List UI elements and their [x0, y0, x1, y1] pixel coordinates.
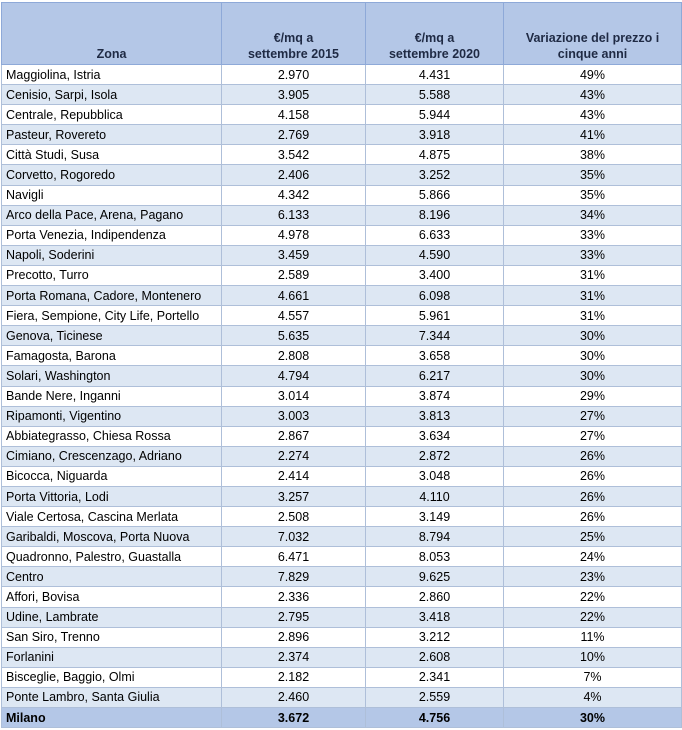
cell-price-2020: 3.874 [366, 386, 504, 406]
header-variation [504, 3, 682, 65]
cell-variation: 33% [504, 225, 682, 245]
cell-variation: 49% [504, 65, 682, 85]
cell-variation: 43% [504, 85, 682, 105]
cell-price-2020: 2.872 [366, 446, 504, 466]
cell-variation: 35% [504, 165, 682, 185]
cell-price-2020: 6.633 [366, 225, 504, 245]
table-row [2, 466, 682, 486]
cell-price-2015: 4.557 [222, 306, 366, 326]
cell-zona: Quadronno, Palestro, Guastalla [2, 547, 222, 567]
cell-price-2020: 2.860 [366, 587, 504, 607]
header-zona-label: Zona [96, 47, 127, 61]
cell-price-2015: 4.978 [222, 225, 366, 245]
table-row [2, 446, 682, 466]
cell-variation: 30% [504, 326, 682, 346]
cell-price-2015: 4.794 [222, 366, 366, 386]
price-table [1, 2, 682, 728]
table-row [2, 627, 682, 647]
cell-price-2015: 7.032 [222, 527, 366, 547]
cell-price-2020: 5.961 [366, 306, 504, 326]
cell-price-2015: 5.635 [222, 326, 366, 346]
cell-variation: 34% [504, 205, 682, 225]
cell-zona: Precotto, Turro [2, 265, 222, 285]
cell-variation: 4% [504, 687, 682, 707]
table-row [2, 105, 682, 125]
cell-variation: 31% [504, 286, 682, 306]
cell-price-2015: 2.867 [222, 426, 366, 446]
table-row [2, 547, 682, 567]
cell-price-2015: 4.342 [222, 185, 366, 205]
cell-variation: 31% [504, 265, 682, 285]
cell-variation: 30% [504, 346, 682, 366]
cell-zona: Ripamonti, Vigentino [2, 406, 222, 426]
total-row [2, 708, 682, 728]
header-row [2, 3, 682, 65]
cell-price-2015: 6.133 [222, 205, 366, 225]
table-row [2, 607, 682, 627]
cell-price-2020: 2.341 [366, 667, 504, 687]
cell-variation: 22% [504, 587, 682, 607]
cell-price-2020: 4.431 [366, 65, 504, 85]
cell-price-2020: 3.252 [366, 165, 504, 185]
cell-variation: 25% [504, 527, 682, 547]
cell-zona: Navigli [2, 185, 222, 205]
header-price-2015-line1: €/mq a [273, 31, 314, 45]
header-price-2020-line2: settembre 2020 [388, 47, 481, 61]
cell-price-2015: 2.896 [222, 627, 366, 647]
table-row [2, 426, 682, 446]
cell-zona: Cimiano, Crescenzago, Adriano [2, 446, 222, 466]
table-row [2, 567, 682, 587]
cell-zona: Affori, Bovisa [2, 587, 222, 607]
cell-variation: 26% [504, 466, 682, 486]
cell-variation: 35% [504, 185, 682, 205]
total-variation: 30% [504, 708, 682, 728]
cell-price-2015: 3.257 [222, 486, 366, 506]
cell-zona: Città Studi, Susa [2, 145, 222, 165]
table-row [2, 265, 682, 285]
cell-price-2015: 3.003 [222, 406, 366, 426]
header-price-2020 [366, 3, 504, 65]
table-row [2, 65, 682, 85]
cell-variation: 27% [504, 406, 682, 426]
table-row [2, 225, 682, 245]
cell-price-2015: 3.905 [222, 85, 366, 105]
cell-zona: Bicocca, Niguarda [2, 466, 222, 486]
cell-price-2015: 2.406 [222, 165, 366, 185]
cell-price-2015: 2.970 [222, 65, 366, 85]
cell-zona: Pasteur, Rovereto [2, 125, 222, 145]
cell-price-2020: 6.098 [366, 286, 504, 306]
header-zona [2, 3, 222, 65]
cell-zona: Centrale, Repubblica [2, 105, 222, 125]
cell-zona: Corvetto, Rogoredo [2, 165, 222, 185]
table-row [2, 366, 682, 386]
table-row [2, 245, 682, 265]
header-price-2015-line2: settembre 2015 [247, 47, 340, 61]
table-row [2, 406, 682, 426]
cell-variation: 26% [504, 486, 682, 506]
cell-price-2020: 3.048 [366, 466, 504, 486]
cell-price-2020: 4.590 [366, 245, 504, 265]
table-row [2, 486, 682, 506]
cell-zona: Porta Vittoria, Lodi [2, 486, 222, 506]
table-row [2, 306, 682, 326]
cell-variation: 23% [504, 567, 682, 587]
cell-zona: San Siro, Trenno [2, 627, 222, 647]
cell-price-2020: 2.559 [366, 687, 504, 707]
total-price-2015: 3.672 [222, 708, 366, 728]
cell-zona: Genova, Ticinese [2, 326, 222, 346]
cell-zona: Porta Romana, Cadore, Montenero [2, 286, 222, 306]
cell-zona: Bande Nere, Inganni [2, 386, 222, 406]
cell-variation: 7% [504, 667, 682, 687]
table-row [2, 687, 682, 707]
cell-zona: Viale Certosa, Cascina Merlata [2, 507, 222, 527]
cell-price-2020: 5.588 [366, 85, 504, 105]
cell-price-2020: 7.344 [366, 326, 504, 346]
table-row [2, 165, 682, 185]
cell-variation: 24% [504, 547, 682, 567]
cell-price-2020: 3.658 [366, 346, 504, 366]
cell-variation: 10% [504, 647, 682, 667]
cell-variation: 38% [504, 145, 682, 165]
cell-zona: Abbiategrasso, Chiesa Rossa [2, 426, 222, 446]
cell-price-2020: 4.110 [366, 486, 504, 506]
table-row [2, 667, 682, 687]
table-row [2, 286, 682, 306]
cell-zona: Udine, Lambrate [2, 607, 222, 627]
cell-price-2015: 2.336 [222, 587, 366, 607]
table-row [2, 346, 682, 366]
header-variation-line2: cinque anni [557, 47, 628, 61]
table-row [2, 527, 682, 547]
cell-zona: Arco della Pace, Arena, Pagano [2, 205, 222, 225]
cell-price-2015: 2.274 [222, 446, 366, 466]
cell-variation: 31% [504, 306, 682, 326]
table-row [2, 326, 682, 346]
cell-variation: 29% [504, 386, 682, 406]
cell-variation: 11% [504, 627, 682, 647]
cell-variation: 26% [504, 446, 682, 466]
table-row [2, 647, 682, 667]
cell-price-2015: 6.471 [222, 547, 366, 567]
cell-price-2015: 2.414 [222, 466, 366, 486]
cell-price-2015: 2.508 [222, 507, 366, 527]
header-price-2015 [222, 3, 366, 65]
cell-zona: Bisceglie, Baggio, Olmi [2, 667, 222, 687]
cell-price-2020: 3.918 [366, 125, 504, 145]
table-row [2, 587, 682, 607]
total-zona: Milano [2, 708, 222, 728]
header-variation-line1: Variazione del prezzo i [525, 31, 660, 45]
cell-price-2015: 4.158 [222, 105, 366, 125]
cell-variation: 22% [504, 607, 682, 627]
cell-variation: 27% [504, 426, 682, 446]
cell-zona: Garibaldi, Moscova, Porta Nuova [2, 527, 222, 547]
cell-price-2020: 3.212 [366, 627, 504, 647]
header-price-2020-line1: €/mq a [414, 31, 455, 45]
cell-price-2015: 2.769 [222, 125, 366, 145]
cell-price-2020: 5.944 [366, 105, 504, 125]
cell-price-2020: 5.866 [366, 185, 504, 205]
cell-price-2015: 4.661 [222, 286, 366, 306]
cell-price-2020: 3.418 [366, 607, 504, 627]
cell-zona: Centro [2, 567, 222, 587]
cell-price-2015: 2.795 [222, 607, 366, 627]
cell-price-2015: 3.014 [222, 386, 366, 406]
cell-variation: 30% [504, 366, 682, 386]
cell-price-2020: 3.813 [366, 406, 504, 426]
cell-price-2020: 9.625 [366, 567, 504, 587]
cell-price-2015: 2.374 [222, 647, 366, 667]
cell-price-2020: 3.149 [366, 507, 504, 527]
table-body [2, 65, 682, 708]
cell-price-2015: 3.459 [222, 245, 366, 265]
cell-zona: Ponte Lambro, Santa Giulia [2, 687, 222, 707]
total-price-2020: 4.756 [366, 708, 504, 728]
cell-variation: 41% [504, 125, 682, 145]
cell-variation: 33% [504, 245, 682, 265]
cell-zona: Forlanini [2, 647, 222, 667]
cell-price-2020: 8.196 [366, 205, 504, 225]
cell-price-2015: 2.460 [222, 687, 366, 707]
cell-price-2020: 3.634 [366, 426, 504, 446]
table-row [2, 386, 682, 406]
cell-zona: Maggiolina, Istria [2, 65, 222, 85]
cell-zona: Famagosta, Barona [2, 346, 222, 366]
table-row [2, 85, 682, 105]
cell-price-2020: 2.608 [366, 647, 504, 667]
cell-price-2015: 7.829 [222, 567, 366, 587]
table-row [2, 205, 682, 225]
cell-price-2015: 2.808 [222, 346, 366, 366]
cell-zona: Fiera, Sempione, City Life, Portello [2, 306, 222, 326]
table-row [2, 507, 682, 527]
cell-price-2020: 4.875 [366, 145, 504, 165]
cell-variation: 43% [504, 105, 682, 125]
table-row [2, 145, 682, 165]
table-row [2, 125, 682, 145]
cell-zona: Solari, Washington [2, 366, 222, 386]
table-row [2, 185, 682, 205]
cell-zona: Porta Venezia, Indipendenza [2, 225, 222, 245]
cell-variation: 26% [504, 507, 682, 527]
cell-zona: Napoli, Soderini [2, 245, 222, 265]
cell-price-2015: 2.182 [222, 667, 366, 687]
cell-price-2020: 8.053 [366, 547, 504, 567]
cell-price-2015: 2.589 [222, 265, 366, 285]
cell-zona: Cenisio, Sarpi, Isola [2, 85, 222, 105]
cell-price-2020: 8.794 [366, 527, 504, 547]
cell-price-2015: 3.542 [222, 145, 366, 165]
cell-price-2020: 6.217 [366, 366, 504, 386]
cell-price-2020: 3.400 [366, 265, 504, 285]
